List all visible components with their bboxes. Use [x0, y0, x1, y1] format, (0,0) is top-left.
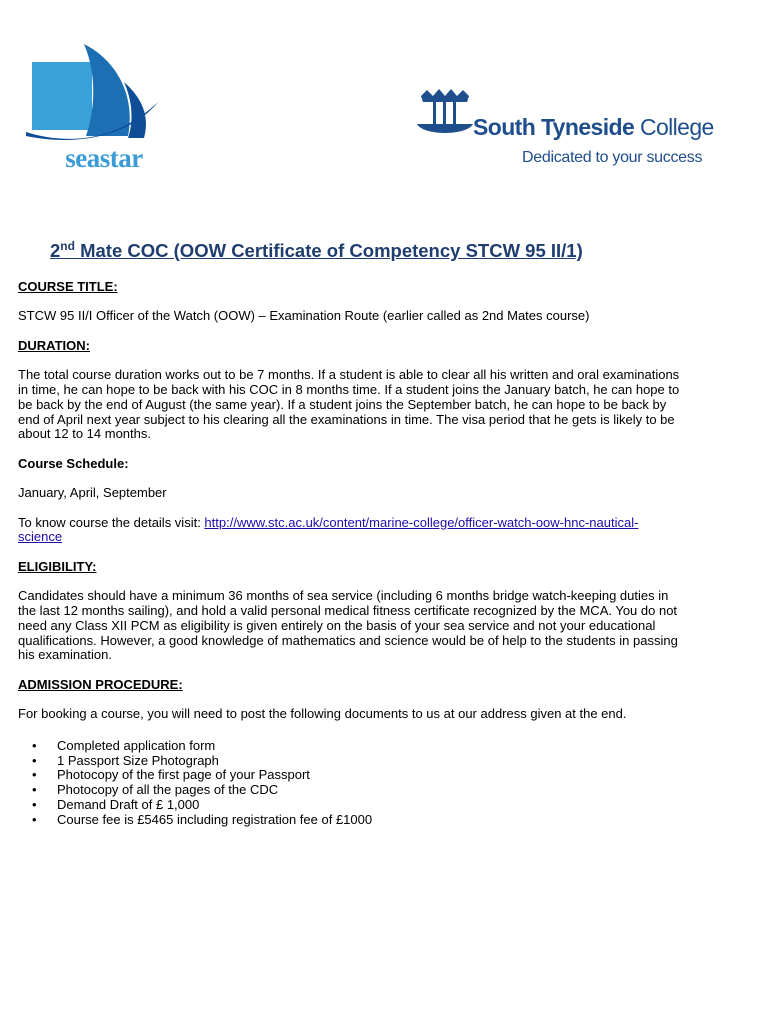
college-tagline: Dedicated to your success: [522, 149, 703, 166]
course-title-text: STCW 95 II/I Officer of the Watch (OOW) – Examination Route (earlier called as 2nd Mates course): [18, 308, 590, 324]
list-item: • Completed application form: [18, 739, 680, 754]
college-name-light: College: [639, 114, 714, 140]
crown-ship-emblem-icon: [415, 88, 475, 140]
college-name: [473, 114, 714, 141]
title-ordinal: 2: [50, 240, 61, 262]
list-item: • Demand Draft of £ 1,000: [18, 798, 680, 813]
admission-text: For booking a course, you will need to post the following documents to us at our address given at the end.: [18, 706, 627, 722]
course-details-link[interactable]: http://www.stc.ac.uk/content/marine-college/officer-watch-oow-hnc-nautical-science: [18, 514, 639, 545]
list-item: • Course fee is £5465 including registration fee of £1000: [18, 813, 680, 828]
document-body: [18, 280, 680, 828]
course-title-heading: COURSE TITLE:: [18, 279, 118, 294]
documents-list: [18, 739, 680, 828]
duration-text: The total course duration works out to be 7 months. If a student is able to clear all his written and oral examinations in time, he can hope to be back with his COC in 8 months time. If a student joins the January batch, he can hope to be back by the end of August (the same year). If a student joins the September batch, he can hope to be back by end of April next year subject to his clearing all the examinations in time. The visa period that he gets is likely to be about 12 to 14 months.: [18, 367, 680, 442]
college-logo: [415, 86, 735, 171]
duration-heading: DURATION:: [18, 337, 90, 353]
list-item: • Photocopy of the first page of your Passport: [18, 768, 680, 783]
title-text: Mate COC (OOW Certificate of Competency STCW 95 II/1): [74, 240, 583, 262]
document-title: [50, 239, 583, 262]
list-item: • 1 Passport Size Photograph: [18, 754, 680, 769]
eligibility-heading: ELIGIBILITY:: [18, 558, 97, 574]
sailing-boat-icon: [24, 40, 174, 150]
details-visit-line: [18, 516, 680, 546]
title-ordinal-suffix: nd: [60, 239, 75, 253]
college-name-bold: South Tyneside: [473, 114, 635, 140]
details-visit-prefix: To know course the details visit:: [18, 514, 205, 530]
admission-heading: ADMISSION PROCEDURE:: [18, 676, 183, 692]
list-item: • Photocopy of all the pages of the CDC: [18, 783, 680, 798]
seastar-logo: [24, 40, 174, 175]
seastar-wordmark: seastar: [65, 143, 143, 173]
schedule-heading: Course Schedule:: [18, 455, 129, 471]
schedule-text: January, April, September: [18, 485, 167, 501]
eligibility-text: Candidates should have a minimum 36 months of sea service (including 6 months bridge watch-keeping duties in the last 12 months sailing), and hold a valid personal medical fitness certificate recognized by the MCA. You do not need any Class XII PCM as eligibility is given entirely on the basis of your sea service and not your educational qualifications. However, a good knowledge of mathematics and science would be of help to the students in passing his examination.: [18, 588, 678, 663]
